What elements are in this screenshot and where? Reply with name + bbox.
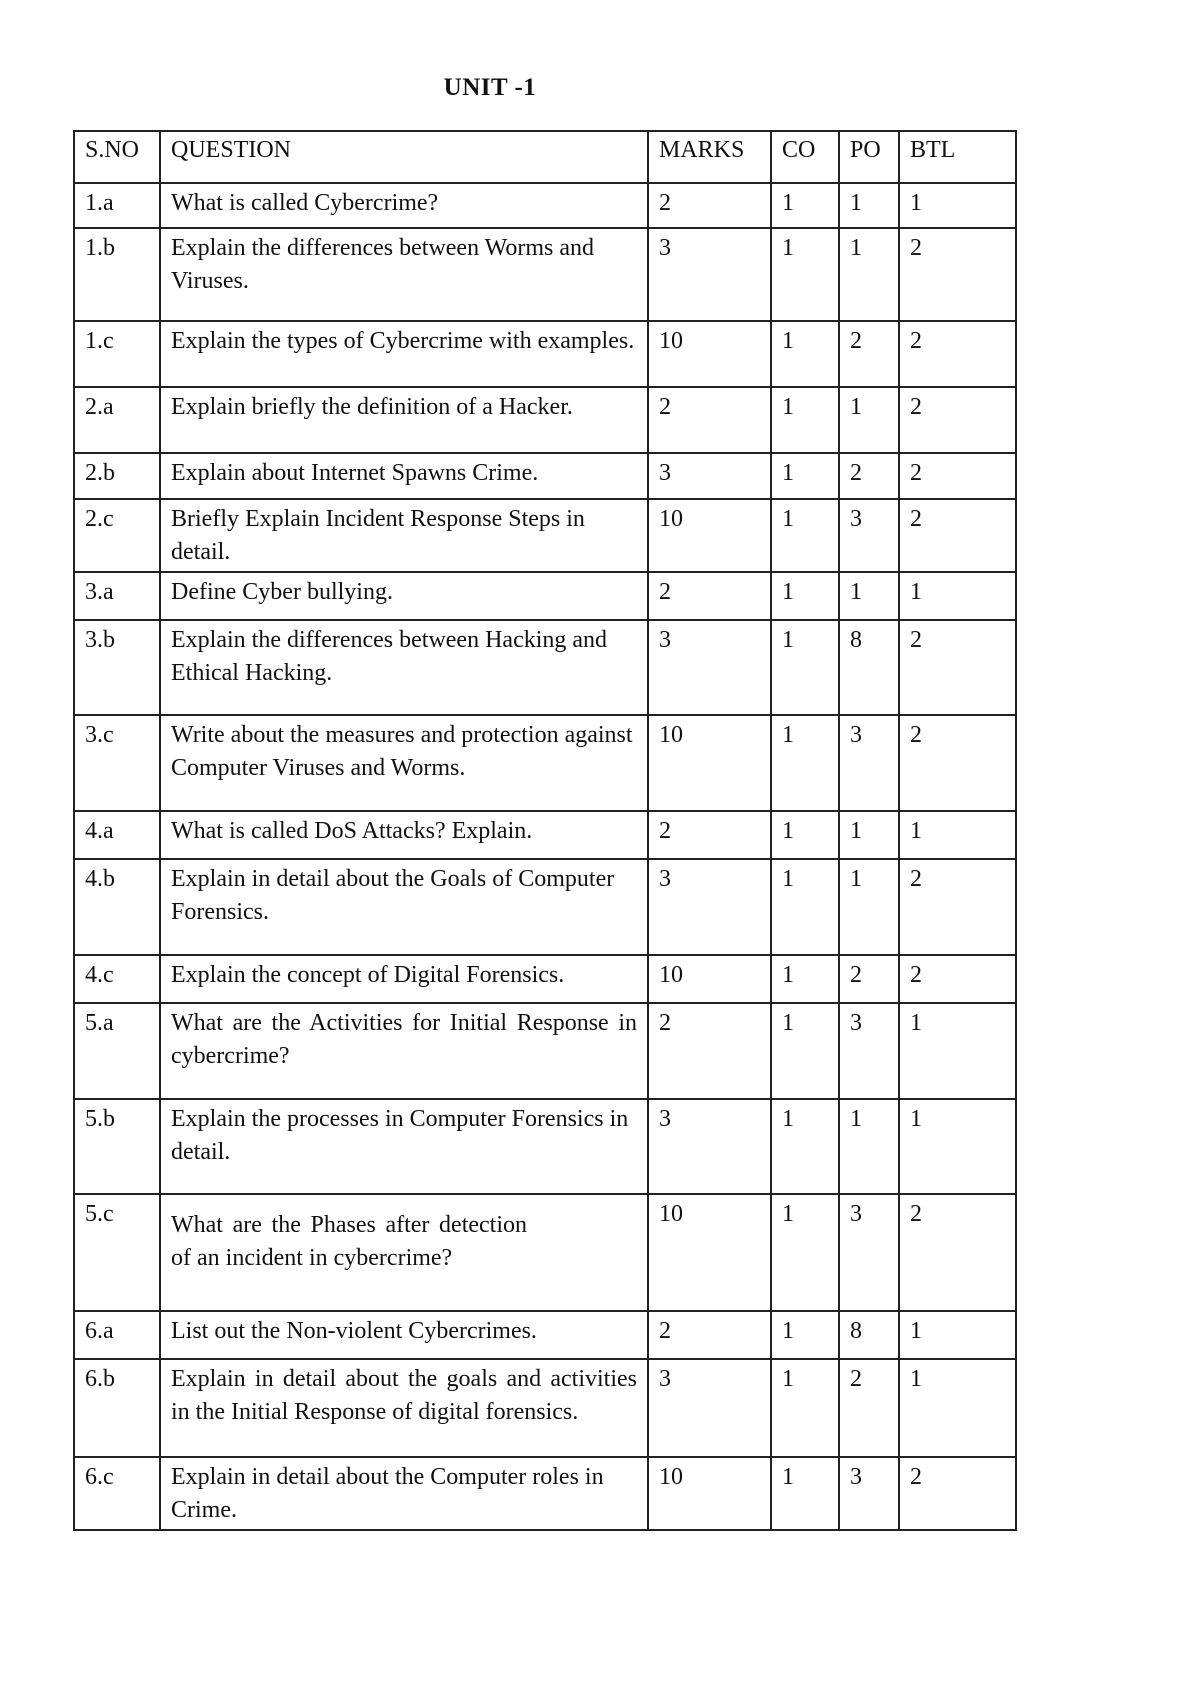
cell-marks: 2: [648, 572, 771, 620]
table-row: [74, 859, 1016, 955]
cell-sno: 6.c: [74, 1457, 160, 1530]
cell-btl: 2: [899, 715, 1016, 811]
cell-btl: 1: [899, 1003, 1016, 1099]
cell-marks: 2: [648, 811, 771, 859]
cell-sno: 3.c: [74, 715, 160, 811]
cell-sno: 5.c: [74, 1194, 160, 1311]
table-row: [74, 572, 1016, 620]
cell-btl: 2: [899, 387, 1016, 453]
cell-sno: 5.a: [74, 1003, 160, 1099]
cell-marks: 10: [648, 1457, 771, 1530]
cell-marks: 3: [648, 228, 771, 321]
questions-table: [73, 130, 1017, 1531]
cell-po: 3: [839, 499, 899, 572]
cell-question: Explain in detail about the Goals of Computer Forensics.: [160, 859, 648, 955]
cell-question: Explain the differences between Worms and Viruses.: [160, 228, 648, 321]
cell-btl: 2: [899, 620, 1016, 715]
cell-sno: 1.b: [74, 228, 160, 321]
table-row: [74, 1099, 1016, 1194]
cell-co: 1: [771, 499, 839, 572]
cell-question: Explain in detail about the goals and activities in the Initial Response of digital forensics.: [160, 1359, 648, 1457]
cell-marks: 2: [648, 387, 771, 453]
cell-po: 1: [839, 387, 899, 453]
cell-btl: 2: [899, 453, 1016, 499]
header-btl: BTL: [899, 131, 1016, 183]
cell-co: 1: [771, 1457, 839, 1530]
header-co: CO: [771, 131, 839, 183]
cell-co: 1: [771, 859, 839, 955]
cell-sno: 2.a: [74, 387, 160, 453]
cell-sno: 2.b: [74, 453, 160, 499]
cell-question: What is called Cybercrime?: [160, 183, 648, 228]
cell-po: 8: [839, 620, 899, 715]
cell-co: 1: [771, 387, 839, 453]
cell-sno: 5.b: [74, 1099, 160, 1194]
cell-sno: 4.a: [74, 811, 160, 859]
cell-btl: 1: [899, 1099, 1016, 1194]
cell-question: Explain the types of Cybercrime with examples.: [160, 321, 648, 387]
table-row: [74, 1194, 1016, 1311]
cell-co: 1: [771, 321, 839, 387]
cell-btl: 1: [899, 811, 1016, 859]
cell-marks: 3: [648, 453, 771, 499]
cell-po: 2: [839, 1359, 899, 1457]
cell-btl: 2: [899, 321, 1016, 387]
cell-btl: 2: [899, 1457, 1016, 1530]
cell-btl: 2: [899, 228, 1016, 321]
cell-po: 3: [839, 1457, 899, 1530]
cell-marks: 10: [648, 955, 771, 1003]
cell-co: 1: [771, 572, 839, 620]
cell-sno: 4.c: [74, 955, 160, 1003]
table-row: [74, 499, 1016, 572]
cell-sno: 3.b: [74, 620, 160, 715]
cell-question: List out the Non-violent Cybercrimes.: [160, 1311, 648, 1359]
cell-co: 1: [771, 453, 839, 499]
header-row: [74, 131, 1016, 183]
cell-marks: 3: [648, 620, 771, 715]
cell-question: Explain the concept of Digital Forensics.: [160, 955, 648, 1003]
cell-po: 1: [839, 859, 899, 955]
cell-po: 1: [839, 228, 899, 321]
cell-po: 1: [839, 811, 899, 859]
cell-co: 1: [771, 1099, 839, 1194]
cell-co: 1: [771, 1003, 839, 1099]
cell-marks: 2: [648, 183, 771, 228]
cell-po: 3: [839, 715, 899, 811]
cell-po: 1: [839, 572, 899, 620]
header-sno: S.NO: [74, 131, 160, 183]
cell-btl: 1: [899, 1359, 1016, 1457]
cell-marks: 3: [648, 1359, 771, 1457]
cell-co: 1: [771, 228, 839, 321]
cell-question: Explain the differences between Hacking and Ethical Hacking.: [160, 620, 648, 715]
cell-po: 2: [839, 453, 899, 499]
cell-question: Explain the processes in Computer Forensics in detail.: [160, 1099, 648, 1194]
cell-sno: 1.c: [74, 321, 160, 387]
cell-question: What are the Phases after detection of an incident in cybercrime?: [160, 1194, 648, 1311]
cell-sno: 1.a: [74, 183, 160, 228]
cell-marks: 2: [648, 1311, 771, 1359]
header-po: PO: [839, 131, 899, 183]
cell-co: 1: [771, 1194, 839, 1311]
table-row: [74, 1359, 1016, 1457]
table-row: [74, 811, 1016, 859]
cell-co: 1: [771, 715, 839, 811]
cell-po: 1: [839, 183, 899, 228]
cell-btl: 1: [899, 572, 1016, 620]
cell-marks: 10: [648, 1194, 771, 1311]
cell-marks: 10: [648, 715, 771, 811]
header-question: QUESTION: [160, 131, 648, 183]
cell-marks: 3: [648, 859, 771, 955]
cell-co: 1: [771, 811, 839, 859]
cell-question: What are the Activities for Initial Response in cybercrime?: [160, 1003, 648, 1099]
cell-sno: 4.b: [74, 859, 160, 955]
cell-question: Briefly Explain Incident Response Steps in detail.: [160, 499, 648, 572]
cell-co: 1: [771, 620, 839, 715]
cell-sno: 3.a: [74, 572, 160, 620]
cell-question: Define Cyber bullying.: [160, 572, 648, 620]
cell-btl: 2: [899, 1194, 1016, 1311]
cell-co: 1: [771, 1311, 839, 1359]
header-marks: MARKS: [648, 131, 771, 183]
cell-btl: 2: [899, 499, 1016, 572]
cell-question: Explain about Internet Spawns Crime.: [160, 453, 648, 499]
table-row: [74, 453, 1016, 499]
cell-sno: 2.c: [74, 499, 160, 572]
cell-marks: 3: [648, 1099, 771, 1194]
table-row: [74, 321, 1016, 387]
cell-sno: 6.b: [74, 1359, 160, 1457]
page-title: UNIT -1: [443, 74, 537, 101]
table-row: [74, 955, 1016, 1003]
cell-marks: 10: [648, 499, 771, 572]
cell-question: Explain in detail about the Computer roles in Crime.: [160, 1457, 648, 1530]
table-row: [74, 1457, 1016, 1530]
cell-marks: 10: [648, 321, 771, 387]
cell-po: 8: [839, 1311, 899, 1359]
cell-marks: 2: [648, 1003, 771, 1099]
cell-co: 1: [771, 183, 839, 228]
cell-po: 3: [839, 1194, 899, 1311]
cell-po: 1: [839, 1099, 899, 1194]
table-row: [74, 715, 1016, 811]
cell-btl: 2: [899, 859, 1016, 955]
cell-question: What is called DoS Attacks? Explain.: [160, 811, 648, 859]
cell-po: 2: [839, 955, 899, 1003]
cell-co: 1: [771, 955, 839, 1003]
table-row: [74, 228, 1016, 321]
cell-question: Write about the measures and protection against Computer Viruses and Worms.: [160, 715, 648, 811]
cell-po: 3: [839, 1003, 899, 1099]
cell-btl: 1: [899, 1311, 1016, 1359]
table-row: [74, 183, 1016, 228]
cell-sno: 6.a: [74, 1311, 160, 1359]
table-row: [74, 620, 1016, 715]
cell-question: Explain briefly the definition of a Hacker.: [160, 387, 648, 453]
table-row: [74, 1003, 1016, 1099]
table-row: [74, 1311, 1016, 1359]
cell-btl: 2: [899, 955, 1016, 1003]
cell-co: 1: [771, 1359, 839, 1457]
cell-btl: 1: [899, 183, 1016, 228]
table-row: [74, 387, 1016, 453]
cell-po: 2: [839, 321, 899, 387]
